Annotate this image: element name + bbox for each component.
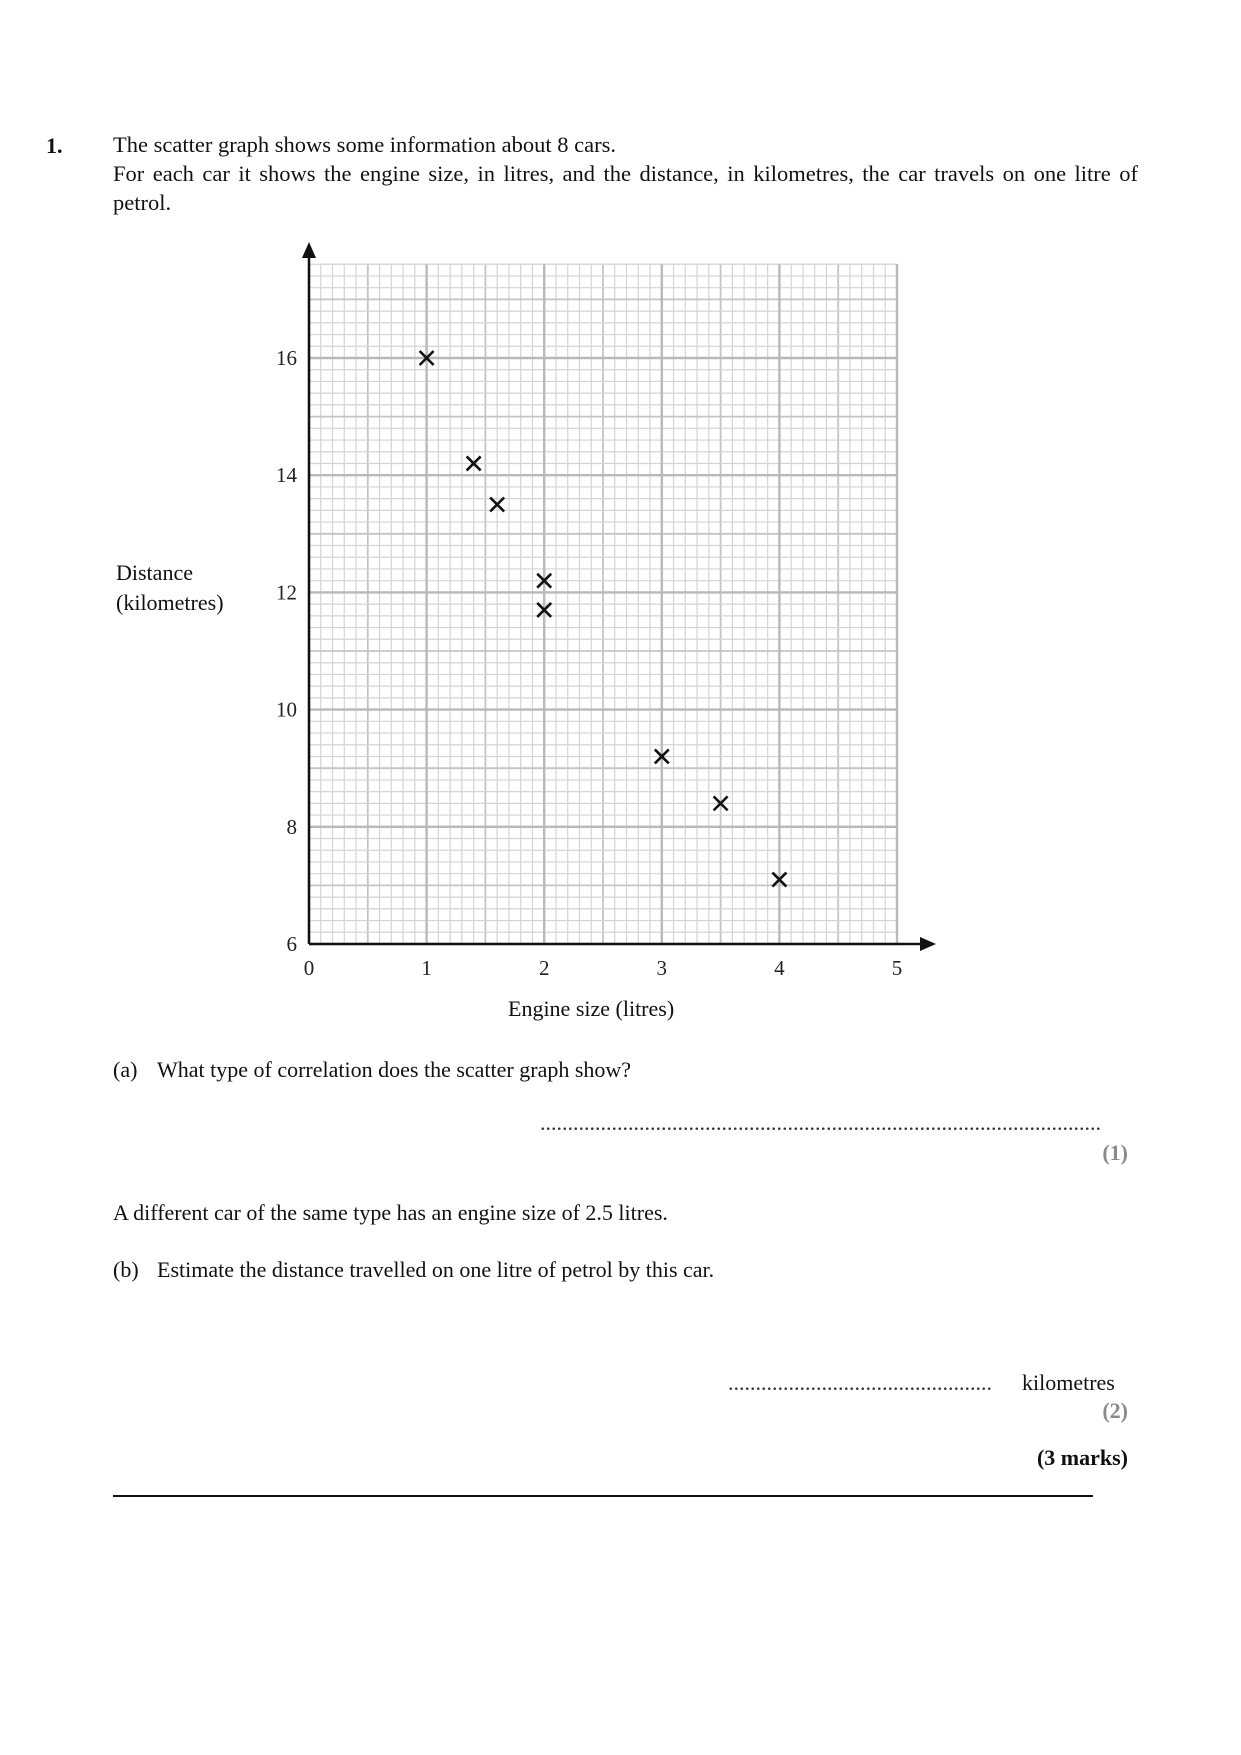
part-a-marks: (1) bbox=[1102, 1140, 1128, 1165]
y-tick-label: 8 bbox=[286, 814, 297, 839]
divider-rule bbox=[113, 1495, 1093, 1497]
x-tick-label: 5 bbox=[891, 956, 903, 980]
part-b-marks: (2) bbox=[1102, 1398, 1128, 1423]
scatter-graph bbox=[100, 240, 940, 1000]
grid-minor bbox=[309, 264, 897, 944]
total-marks: (3 marks) bbox=[1036, 1445, 1128, 1470]
y-tick-label: 6 bbox=[286, 932, 297, 956]
part-b-question bbox=[113, 1257, 714, 1283]
y-tick-label: 12 bbox=[276, 580, 297, 605]
part-a-answer-line[interactable]: ...................................................................................................... bbox=[540, 1110, 1101, 1135]
intro-line-2: For each car it shows the engine size, in litres, and the distance, in kilometres, the car travels on one litre of petrol. bbox=[113, 161, 1138, 215]
x-tick-label: 3 bbox=[656, 956, 668, 980]
part-b-unit: kilometres bbox=[1022, 1370, 1115, 1395]
part-b-label: (b) bbox=[113, 1257, 139, 1282]
part-a-label: (a) bbox=[113, 1057, 138, 1082]
part-a-text: What type of correlation does the scatter graph show? bbox=[157, 1057, 632, 1082]
x-tick-label: 2 bbox=[538, 956, 550, 980]
y-tick-label: 10 bbox=[276, 697, 297, 722]
x-axis-label: Engine size (litres) bbox=[508, 996, 675, 1021]
part-b-answer-line[interactable]: ................................................ bbox=[728, 1370, 992, 1395]
y-axis-label-line-2: (kilometres) bbox=[116, 590, 224, 615]
intro-line-1: The scatter graph shows some information about 8 cars. bbox=[113, 132, 616, 157]
x-tick-label: 1 bbox=[421, 956, 432, 980]
part-a-question bbox=[113, 1057, 631, 1083]
y-axis-label-line-1: Distance bbox=[116, 560, 193, 585]
y-tick-label: 14 bbox=[276, 463, 297, 488]
x-tick-label: 0 bbox=[303, 956, 315, 980]
context-text: A different car of the same type has an engine size of 2.5 litres. bbox=[113, 1200, 668, 1225]
axes bbox=[302, 242, 936, 951]
question-intro bbox=[113, 130, 1138, 217]
y-axis-arrow bbox=[302, 242, 316, 258]
y-tick-label: 16 bbox=[276, 346, 297, 370]
x-axis-arrow bbox=[920, 937, 936, 951]
question-number: 1. bbox=[46, 133, 63, 158]
x-tick-label: 4 bbox=[774, 956, 785, 980]
part-b-text: Estimate the distance travelled on one litre of petrol by this car. bbox=[157, 1257, 715, 1282]
